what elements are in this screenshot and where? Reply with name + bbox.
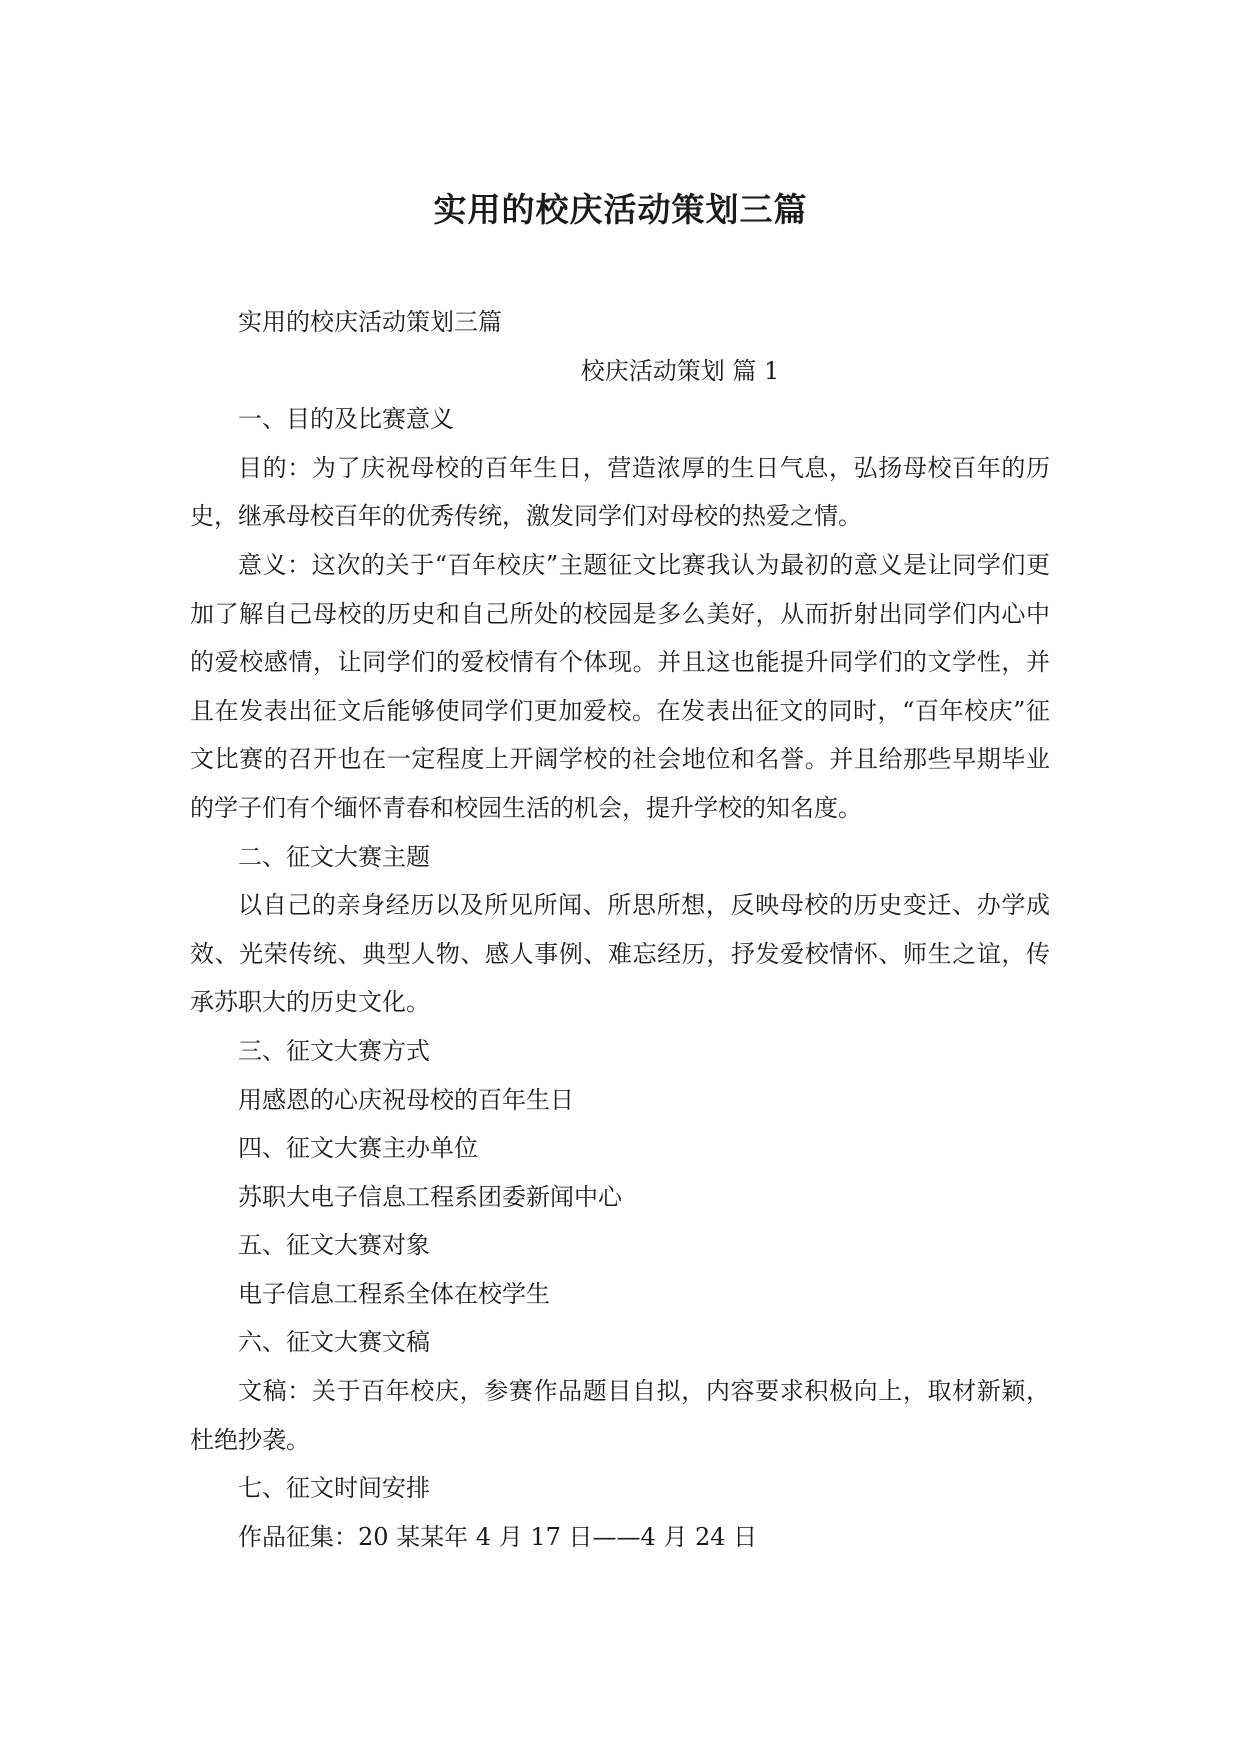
body-paragraph-audience: 电子信息工程系全体在校学生	[238, 1279, 550, 1308]
body-paragraph-purpose: 目的：为了庆祝母校的百年生日，营造浓厚的生日气息，弘扬母校百年的历史，继承母校百年的优秀传统，激发同学们对母校的热爱之情。	[190, 453, 1050, 531]
section-heading-audience: 五、征文大赛对象	[238, 1231, 430, 1260]
section-heading-purpose: 一、目的及比赛意义	[238, 405, 454, 434]
body-paragraph-method: 用感恩的心庆祝母校的百年生日	[238, 1085, 574, 1114]
body-paragraph-doc-heading: 实用的校庆活动策划三篇	[238, 308, 502, 336]
document-title: 实用的校庆活动策划三篇	[433, 190, 808, 229]
section-heading-organizer: 四、征文大赛主办单位	[238, 1134, 478, 1163]
body-paragraph-manuscript: 文稿：关于百年校庆，参赛作品题目自拟，内容要求积极向上，取材新颖，杜绝抄袭。	[190, 1377, 1050, 1454]
body-paragraph-schedule: 作品征集：20 某某年 4 月 17 日——4 月 24 日	[238, 1522, 758, 1551]
body-paragraph-organizer: 苏职大电子信息工程系团委新闻中心	[238, 1182, 622, 1211]
section-heading-part-1: 校庆活动策划 篇 1	[580, 356, 780, 385]
section-heading-method: 三、征文大赛方式	[238, 1036, 430, 1065]
body-paragraph-meaning: 意义：这次的关于“百年校庆”主题征文比赛我认为最初的意义是让同学们更加了解自己母校的历史和自己所处的校园是多么美好，从而折射出同学们内心中的爱校感情，让同学们的爱校情有个体现。并且这也能提升同学们的文学性，并且在发表出征文后能够使同学们更加爱校。在发表出征文的同时，“百年校庆”征文比赛的召开也在一定程度上开阔学校的社会地位和名誉。并且给那些早期毕业的学子们有个缅怀青春和校园生活的机会，提升学校的知名度。	[190, 550, 1050, 822]
section-heading-theme: 二、征文大赛主题	[238, 842, 430, 871]
section-heading-schedule: 七、征文时间安排	[238, 1474, 430, 1503]
document-body	[190, 298, 1050, 1561]
body-paragraph-theme: 以自己的亲身经历以及所见所闻、所思所想，反映母校的历史变迁、办学成效、光荣传统、典型人物、感人事例、难忘经历，抒发爱校情怀、师生之谊，传承苏职大的历史文化。	[190, 891, 1050, 1017]
section-heading-manuscript: 六、征文大赛文稿	[238, 1328, 430, 1357]
